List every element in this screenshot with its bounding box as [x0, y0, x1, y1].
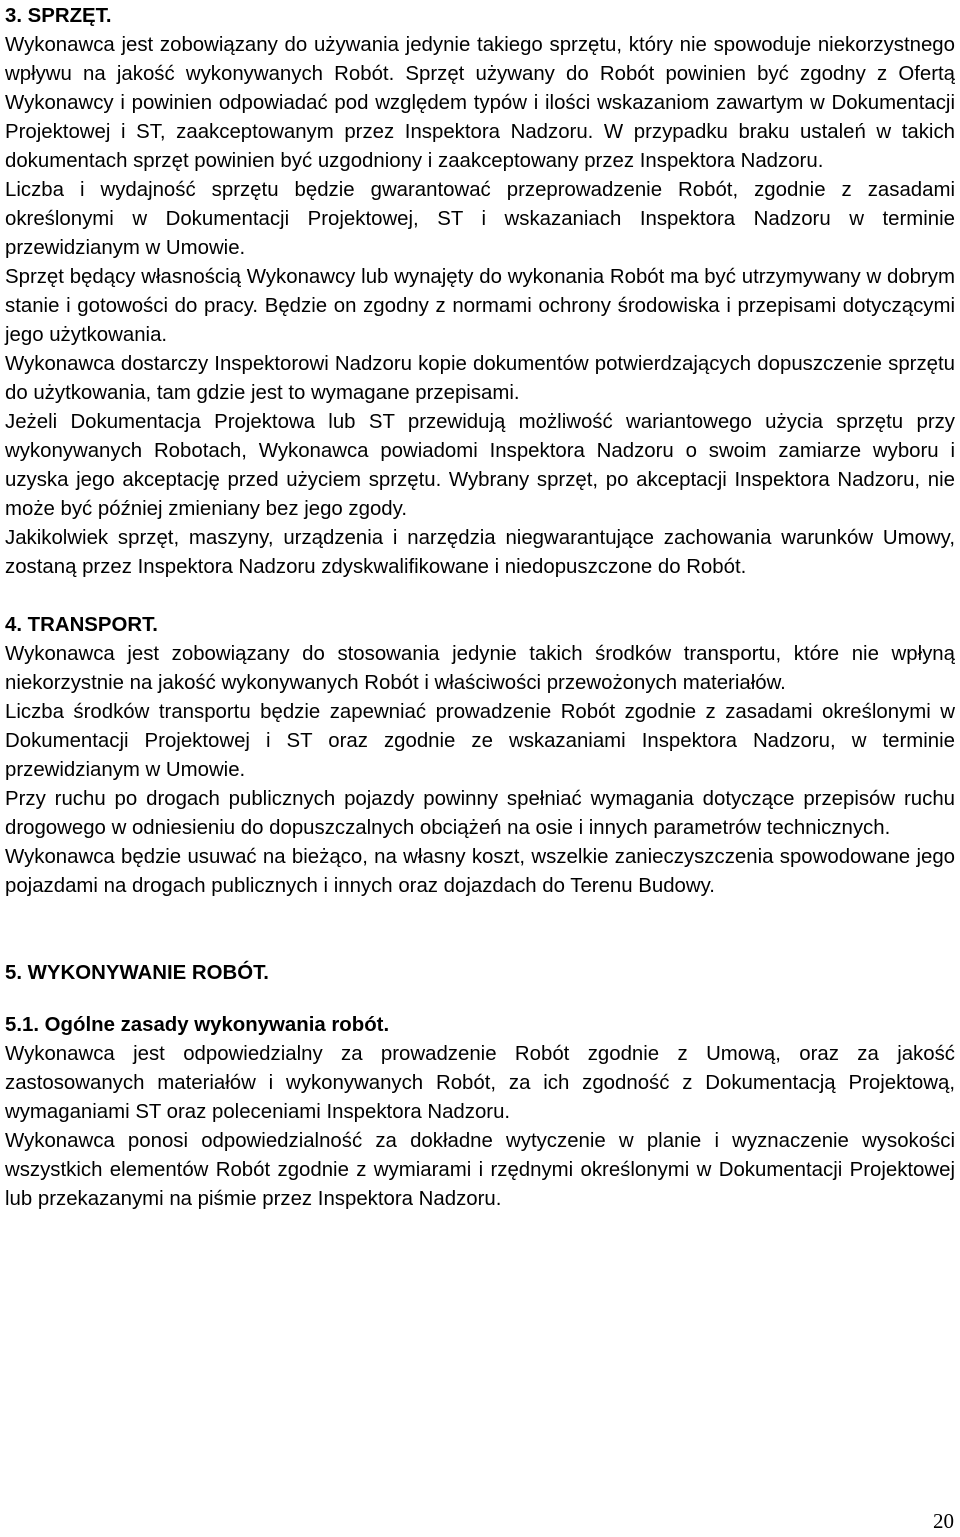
paragraph: Wykonawca dostarczy Inspektorowi Nadzoru kopie dokumentów potwierdzających dopuszczenie sprzętu do użytkowania, tam gdzie jest to wymagane przepisami. — [5, 353, 955, 404]
page-number: 20 — [933, 1509, 954, 1533]
paragraph: Liczba środków transportu będzie zapewniać prowadzenie Robót zgodnie z zasadami określonymi w Dokumentacji Projektowej i ST oraz zgodnie ze wskazaniami Inspektora Nadzoru, w terminie przewidzianym w Umowie. — [5, 701, 955, 781]
subsection-heading: 5.1. Ogólne zasady wykonywania robót. — [5, 1014, 390, 1036]
section-heading: 4. TRANSPORT. — [5, 614, 158, 636]
paragraph: Jakikolwiek sprzęt, maszyny, urządzenia i narzędzia niegwarantujące zachowania warunków Umowy, zostaną przez Inspektora Nadzoru zdyskwalifikowane i niedopuszczone do Robót. — [5, 527, 955, 578]
spacer — [5, 988, 955, 1011]
paragraph: Przy ruchu po drogach publicznych pojazdy powinny spełniać wymagania dotyczące przepisów ruchu drogowego w odniesieniu do dopuszczalnych obciążeń na osie i innych parametrów technicznych. — [5, 788, 955, 839]
section-heading: 3. SPRZĘT. — [5, 5, 112, 27]
spacer — [5, 582, 955, 611]
paragraph: Wykonawca ponosi odpowiedzialność za dokładne wytyczenie w planie i wyznaczenie wysokości wszystkich elementów Robót zgodnie z wymiarami i rzędnymi określonymi w Dokumentacji Projektowej lub przekazanymi na piśmie przez Inspektora Nadzoru. — [5, 1130, 955, 1210]
paragraph: Wykonawca jest zobowiązany do używania jedynie takiego sprzętu, który nie spowoduje niekorzystnego wpływu na jakość wykonywanych Robót. Sprzęt używany do Robót powinien być zgodny z Ofertą Wykonawcy i powinien odpowiadać pod względem typów i ilości wskazaniom zawartym w Dokumentacji Projektowej i ST, zaakceptowanym przez Inspektora Nadzoru. W przypadku braku ustaleń w takich dokumentach sprzęt powinien być uzgodniony i zaakceptowany przez Inspektora Nadzoru. — [5, 34, 955, 172]
paragraph: Liczba i wydajność sprzętu będzie gwarantować przeprowadzenie Robót, zgodnie z zasadami określonymi w Dokumentacji Projektowej, ST i wskazaniach Inspektora Nadzoru w terminie przewidzianym w Umowie. — [5, 179, 955, 259]
section-3-equipment — [5, 2, 955, 582]
spacer — [5, 901, 955, 959]
paragraph: Sprzęt będący własnością Wykonawcy lub wynajęty do wykonania Robót ma być utrzymywany w dobrym stanie i gotowości do pracy. Będzie on zgodny z normami ochrony środowiska i przepisami dotyczącymi jego użytkowania. — [5, 266, 955, 346]
paragraph: Wykonawca będzie usuwać na bieżąco, na własny koszt, wszelkie zanieczyszczenia spowodowane jego pojazdami na drogach publicznych i innych oraz dojazdach do Terenu Budowy. — [5, 846, 955, 897]
section-4-transport — [5, 611, 955, 901]
paragraph: Wykonawca jest odpowiedzialny za prowadzenie Robót zgodnie z Umową, oraz za jakość zastosowanych materiałów i wykonywanych Robót, za ich zgodność z Dokumentacją Projektową, wymaganiami ST oraz poleceniami Inspektora Nadzoru. — [5, 1043, 955, 1123]
section-5-works — [5, 959, 955, 988]
paragraph: Wykonawca jest zobowiązany do stosowania jedynie takich środków transportu, które nie wpłyną niekorzystnie na jakość wykonywanych Robót i właściwości przewożonych materiałów. — [5, 643, 955, 694]
section-5-1-general-rules — [5, 1011, 955, 1214]
paragraph: Jeżeli Dokumentacja Projektowa lub ST przewidują możliwość wariantowego użycia sprzętu przy wykonywanych Robotach, Wykonawca powiadomi Inspektora Nadzoru o swoim zamiarze wyboru i uzyska jego akceptację przed użyciem sprzętu. Wybrany sprzęt, po akceptacji Inspektora Nadzoru, nie może być później zmieniany bez jego zgody. — [5, 411, 955, 520]
section-heading: 5. WYKONYWANIE ROBÓT. — [5, 962, 269, 984]
